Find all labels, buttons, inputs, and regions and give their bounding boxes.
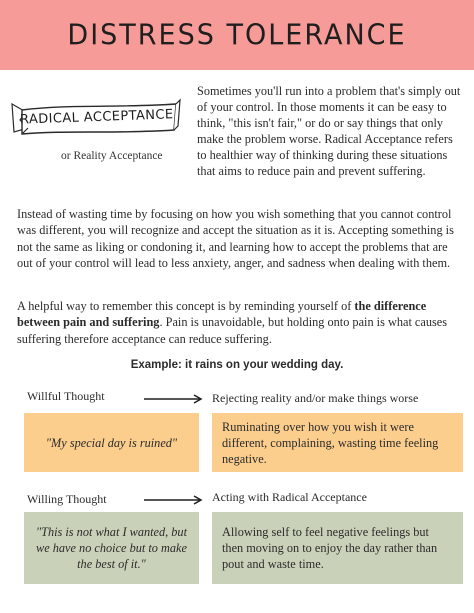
paragraph-emphasis: the difference between pain and suffering [17, 299, 427, 330]
willing-response-box [212, 512, 463, 584]
willing-response: Allowing self to feel negative feelings but then moving on to enjoy the day rather than pout and waste time. [222, 525, 438, 571]
banner-title: RADICAL ACCEPTANCE [19, 107, 174, 128]
willful-response: Ruminating over how you wish it were different, complaining, wasting time feeling negative. [222, 419, 439, 466]
arrow-right-icon [144, 495, 204, 505]
willful-quote: "My special day is ruined" [45, 435, 178, 450]
example-heading: Example: it rains on your wedding day. [130, 359, 344, 371]
willing-quote-box [24, 512, 199, 584]
willful-label: Willful Thought [27, 389, 105, 403]
willful-quote-box [24, 413, 199, 472]
willing-label: Willing Thought [27, 492, 107, 506]
page-title: DISTRESS TOLERANCE [67, 18, 407, 52]
willing-quote: "This is not what I wanted, but we have no choice but to make the best of it." [35, 525, 188, 571]
intro-paragraph: Sometimes you'll run into a problem that's simply out of your control. In those moments it can be easy to think, "this isn't fair," or do or say things that only make the problem worse. Radical Acceptance refers to healthier way of thinking during these situations that aims to reduce pain and prevent suffering. [197, 84, 461, 178]
paragraph-pain-suffering [17, 298, 463, 347]
paragraph-acceptance: Instead of wasting time by focusing on how you wish something that you cannot control was different, you will recognize and accept the situation as it is. Accepting something is not the same as liking or condoning it, and learning how to accept the problems that are out of your control will lead to less anxiety, anger, and sadness when dealing with them. [17, 207, 454, 271]
arrow-right-icon [144, 394, 204, 404]
paragraph-text: A helpful way to remember this concept is by reminding yourself of [17, 299, 355, 313]
willful-result-label: Rejecting reality and/or make things worse [212, 391, 419, 405]
willing-result-label: Acting with Radical Acceptance [212, 490, 367, 504]
paragraph-text: . Pain is unavoidable, but holding onto pain is what causes suffering therefore acceptance can reduce suffering. [17, 315, 448, 346]
banner-subtitle: or Reality Acceptance [61, 150, 163, 162]
header-bar [0, 0, 474, 70]
willful-response-box [212, 413, 463, 472]
